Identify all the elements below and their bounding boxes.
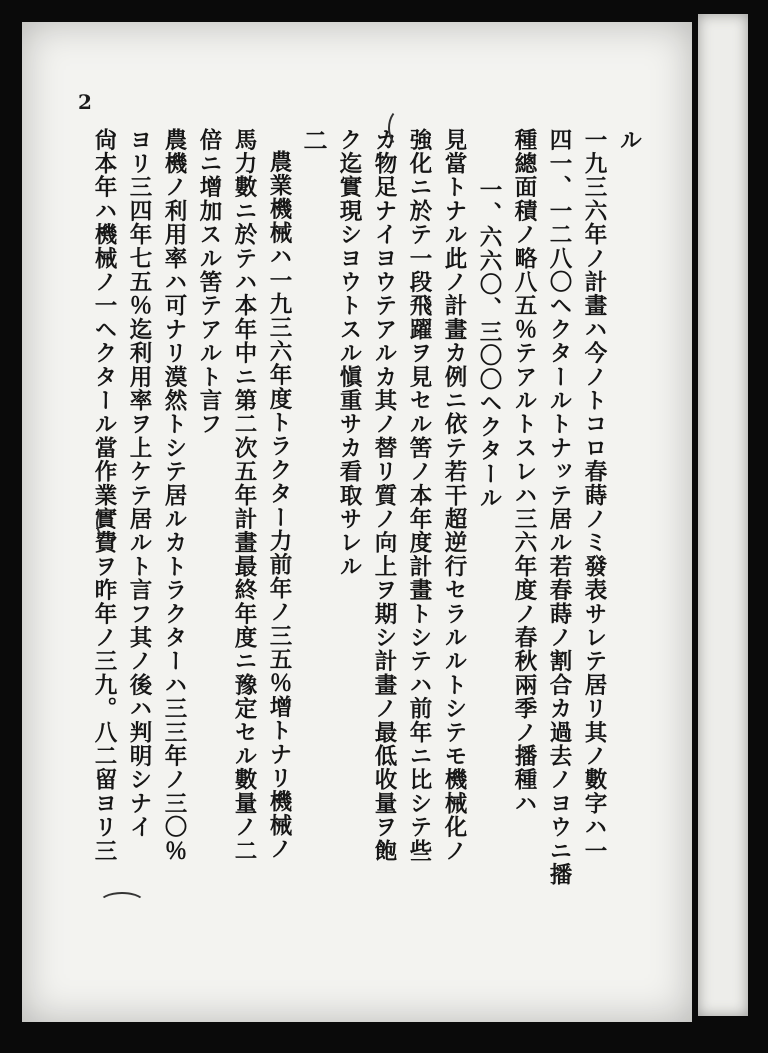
- handwritten-underline-mark: [98, 892, 146, 916]
- text-column: 尙本年ハ機械ノ一ヘクタール當作業實費ヲ昨年ノ三九。八二留ヨリ三: [91, 128, 117, 863]
- page-number: 2: [78, 90, 92, 114]
- text-column: 種總面積ノ略八五％テアルトスレハ三六年度ノ春秋兩季ノ播種ハ: [511, 128, 537, 816]
- text-column: 一、六六〇、三〇〇ヘクタール: [476, 178, 502, 510]
- text-column: 倍ニ增加スル筈テアルト言フ: [196, 128, 222, 437]
- handwritten-bracket-mark: [388, 108, 416, 148]
- section-number: 二: [299, 128, 328, 154]
- text-column: ヨリ三四年七五％迄利用率ヲ上ケテ居ルト言フ其ノ後ハ判明シナイ: [126, 128, 152, 839]
- text-column: 一九三六年ノ計畫ハ今ノトコロ春蒔ノミ發表サレテ居リ其ノ數字ハ一: [581, 128, 607, 863]
- text-column: ク迄實現シヨウトスル愼重サカ看取サレル: [336, 128, 362, 579]
- text-column: ル: [616, 128, 642, 152]
- text-column: 農業機械ハ一九三六年度トラクター力前年ノ三五％增トナリ機械ノ: [266, 150, 292, 861]
- text-column: 見當トナル此ノ計畫カ例ニ依テ若干超逆行セラルルトシテモ機械化ノ: [441, 128, 467, 863]
- text-column: カ物足ナイヨウテアルカ其ノ替リ質ノ向上ヲ期シ計畫ノ最低收量ヲ飽: [371, 128, 397, 863]
- text-column: 四一、一二八〇ヘクタールトナッテ居ル若春蒔ノ割合カ過去ノヨウニ播: [546, 128, 572, 887]
- vertical-text-body: [80, 128, 640, 968]
- text-column: 強化ニ於テ一段飛躍ヲ見セル筈ノ本年度計畫トシテハ前年ニ比シテ些: [406, 128, 432, 863]
- text-column: 馬力數ニ於テハ本年中ニ第二次五年計畫最終年度ニ豫定セル數量ノ二: [231, 128, 257, 863]
- text-column: 農機ノ利用率ハ可ナリ漠然トシテ居ルカトラクターハ三三年ノ三〇％: [161, 128, 187, 863]
- adjacent-page-strip: [698, 14, 748, 1016]
- handwritten-bracket-mark: [96, 506, 122, 540]
